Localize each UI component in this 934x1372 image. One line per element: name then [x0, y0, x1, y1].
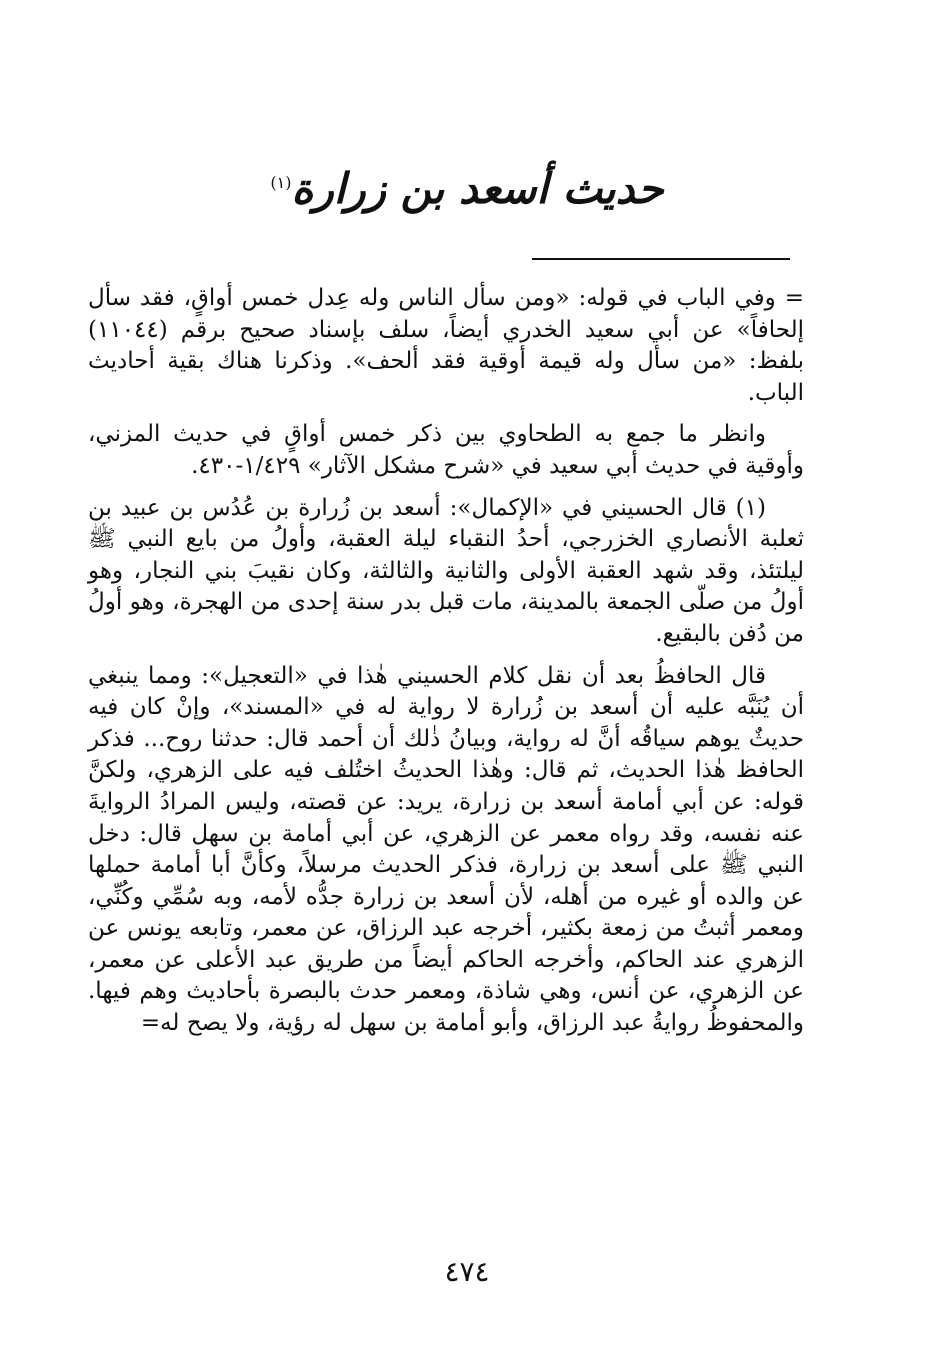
chapter-title: حديث أسعد بن زرارة: [291, 163, 664, 213]
footnote-paragraph-3: (١) قال الحسيني في «الإكمال»: أسعد بن زُرارة بن عُدُس بن عبيد بن ثعلبة الأنصاري الخزرجي، أحدُ النقباء ليلة العقبة، وأولُ من بايع النبي ﷺ ليلتئذ، وقد شهد العقبة الأولى والثانية والثالثة، وكان نقيبَ بني النجار، وهو أولُ من صلّى الجمعة بالمدينة، مات قبل بدر سنة إحدى من الهجرة، وهو أولُ من دُفن بالبقيع.: [88, 494, 804, 647]
title-footnote-ref: (١): [270, 172, 292, 192]
footnote-separator: [532, 258, 790, 260]
chapter-title-wrap: [270, 164, 663, 213]
footnote-paragraph-4: قال الحافظُ بعد أن نقل كلام الحسيني هٰذا في «التعجيل»: ومما ينبغي أن يُنَبَّه عليه أن أسعد بن زُرارة لا رواية له في «المسند»، وإنْ كان فيه حديثٌ يوهم سياقُه أنَّ له رواية، وبيانُ ذٰلك أن أحمد قال: حدثنا روح... فذكر الحافظ هٰذا الحديث، ثم قال: وهٰذا الحديثُ اختُلف فيه على الزهري، ولكنَّ قوله: عن أبي أمامة أسعد بن زرارة، يريد: عن قصته، وليس المرادُ الروايةَ عنه نفسه، وقد رواه معمر عن الزهري، عن أبي أمامة بن سهل قال: دخل النبي ﷺ على أسعد بن زرارة، فذكر الحديث مرسلاً، وكأنَّ أبا أمامة حملها عن والده أو غيره من أهله، لأن أسعد بن زرارة جدُّه لأمه، وبه سُمِّي وكُنِّي، ومعمر أثبتُ من زمعة بكثير، أخرجه عبد الرزاق، عن معمر، وتابعه يونس عن الزهري عند الحاكم، وأخرجه الحاكم أيضاً من طريق عبد الأعلى عن معمر، عن الزهري، عن أنس، وهي شاذة، ومعمر حدث بالبصرة بأحاديث وهم فيها. والمحفوظُ روايةُ عبد الرزاق، وأبو أمامة بن سهل له رؤية، ولا يصح له=: [88, 662, 804, 1037]
footnotes-body: [88, 283, 804, 1050]
page-number: ٤٧٤: [444, 1255, 490, 1288]
footnote-paragraph-2: وانظر ما جمع به الطحاوي بين ذكر خمس أواقٍ في حديث المزني، وأوقية في حديث أبي سعيد في «شرح مشكل الآثار» ١/٤٢٩-٤٣٠.: [88, 421, 804, 479]
footnote-paragraph-1: = وفي الباب في قوله: «ومن سأل الناس وله عِدل خمس أواقٍ، فقد سأل إلحافاً» عن أبي سعيد الخدري أيضاً، سلف بإسناد صحيح برقم (١١٠٤٤) بلفظ: «من سأل وله قيمة أوقية فقد ألحف». وذكرنا هناك بقية أحاديث الباب.: [88, 285, 804, 406]
chapter-heading: [180, 148, 754, 228]
